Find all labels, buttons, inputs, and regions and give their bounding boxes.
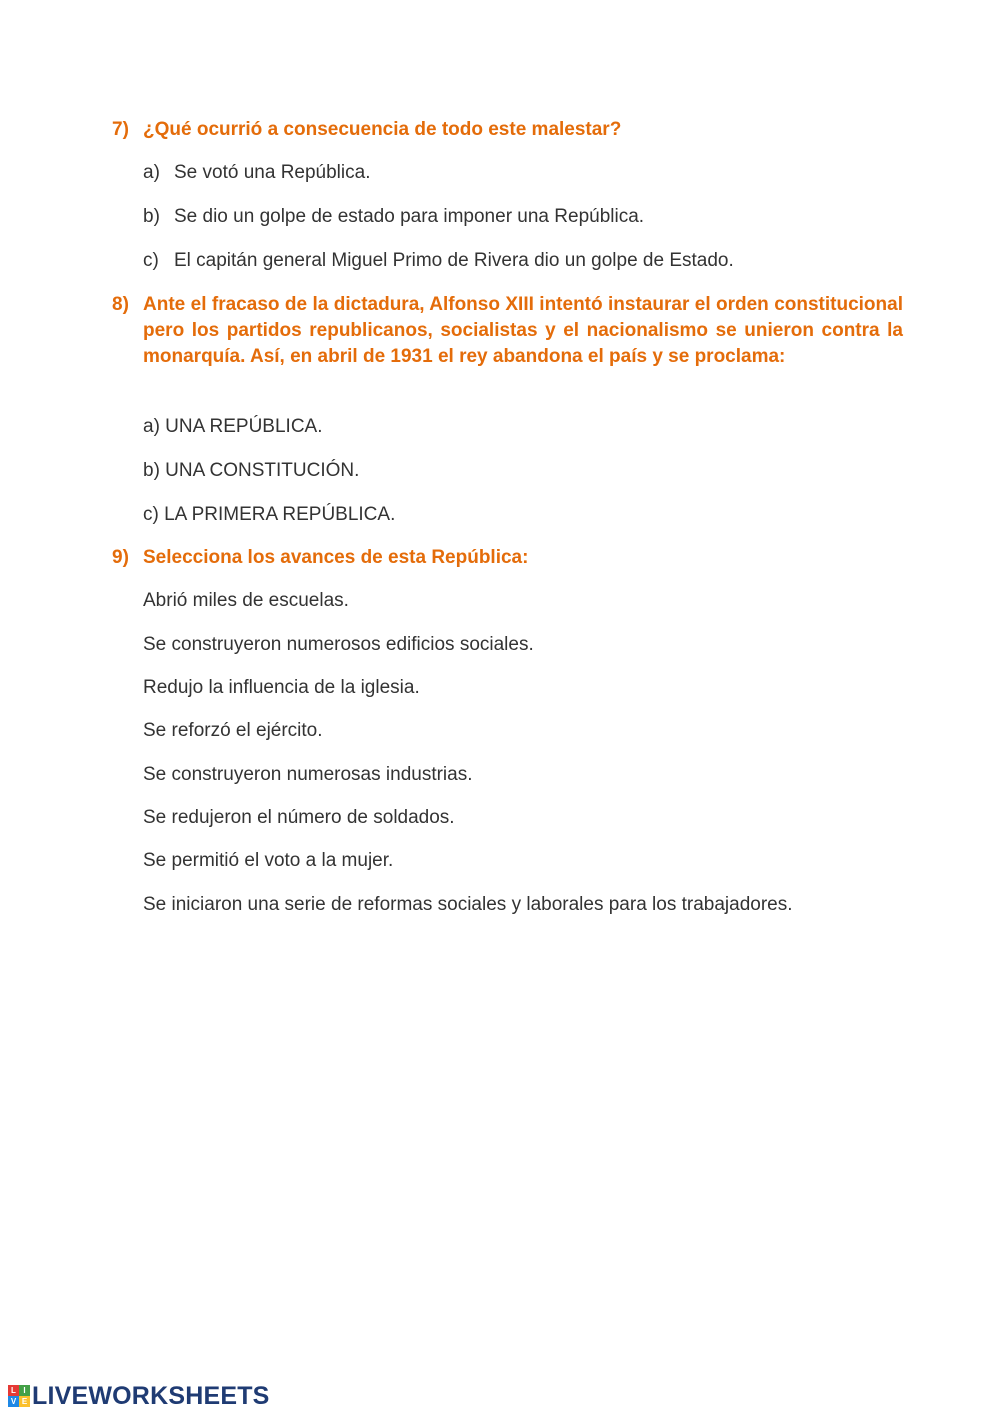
option-text: c) LA PRIMERA REPÚBLICA.: [143, 504, 396, 525]
option-text: b) UNA CONSTITUCIÓN.: [143, 460, 360, 481]
question-number: 7): [112, 119, 129, 140]
answer-option-7b[interactable]: [143, 204, 644, 230]
answer-option-9-5[interactable]: [143, 762, 473, 788]
question-number: 9): [112, 547, 129, 568]
answer-option-8c[interactable]: [143, 502, 395, 528]
logo-mark-letter: E: [19, 1396, 30, 1407]
option-letter: b): [143, 206, 160, 227]
question-text: ¿Qué ocurrió a consecuencia de todo este malestar?: [143, 119, 622, 140]
answer-option-7a[interactable]: [143, 160, 370, 186]
answer-option-7c[interactable]: [143, 248, 734, 274]
logo-mark-letter: I: [19, 1385, 30, 1396]
answer-option-8a[interactable]: [143, 414, 323, 440]
answer-option-9-8[interactable]: [143, 892, 793, 918]
question-number: 8): [112, 294, 129, 315]
question-text: Ante el fracaso de la dictadura, Alfonso XIII intentó instaurar el orden constitucional pero los partidos republicanos, socialistas y el nacionalismo se unieron contra la monarquía. Así, en abril de 1931 el rey abandona el país y se proclama:: [143, 294, 903, 367]
option-text: Se votó una República.: [174, 162, 371, 183]
option-text: a) UNA REPÚBLICA.: [143, 416, 323, 437]
brand-name: LIVEWORKSHEETS: [32, 1381, 270, 1410]
question-8: [112, 292, 903, 370]
option-text: Se reforzó el ejército.: [143, 720, 323, 741]
option-text: El capitán general Miguel Primo de Rivera dio un golpe de Estado.: [174, 250, 734, 271]
question-text: Selecciona los avances de esta República:: [143, 547, 529, 568]
answer-option-9-7[interactable]: [143, 848, 393, 874]
option-text: Se construyeron numerosas industrias.: [143, 764, 473, 785]
option-text: Abrió miles de escuelas.: [143, 590, 349, 611]
answer-option-9-2[interactable]: [143, 632, 534, 658]
liveworksheets-logo: [8, 1382, 270, 1410]
option-text: Redujo la influencia de la iglesia.: [143, 677, 420, 698]
answer-option-9-1[interactable]: [143, 588, 349, 614]
logo-mark-icon: [8, 1385, 30, 1407]
question-7: [112, 117, 903, 143]
option-letter: a): [143, 162, 160, 183]
answer-option-8b[interactable]: [143, 458, 359, 484]
question-9: [112, 545, 903, 571]
option-text: Se redujeron el número de soldados.: [143, 807, 455, 828]
logo-mark-letter: V: [8, 1396, 19, 1407]
answer-option-9-4[interactable]: [143, 718, 323, 744]
option-letter: c): [143, 250, 159, 271]
option-text: Se iniciaron una serie de reformas sociales y laborales para los trabajadores.: [143, 894, 793, 915]
option-text: Se dio un golpe de estado para imponer una República.: [174, 206, 645, 227]
answer-option-9-3[interactable]: [143, 675, 420, 701]
option-text: Se construyeron numerosos edificios sociales.: [143, 634, 534, 655]
logo-mark-letter: L: [8, 1385, 19, 1396]
option-text: Se permitió el voto a la mujer.: [143, 850, 394, 871]
answer-option-9-6[interactable]: [143, 805, 455, 831]
